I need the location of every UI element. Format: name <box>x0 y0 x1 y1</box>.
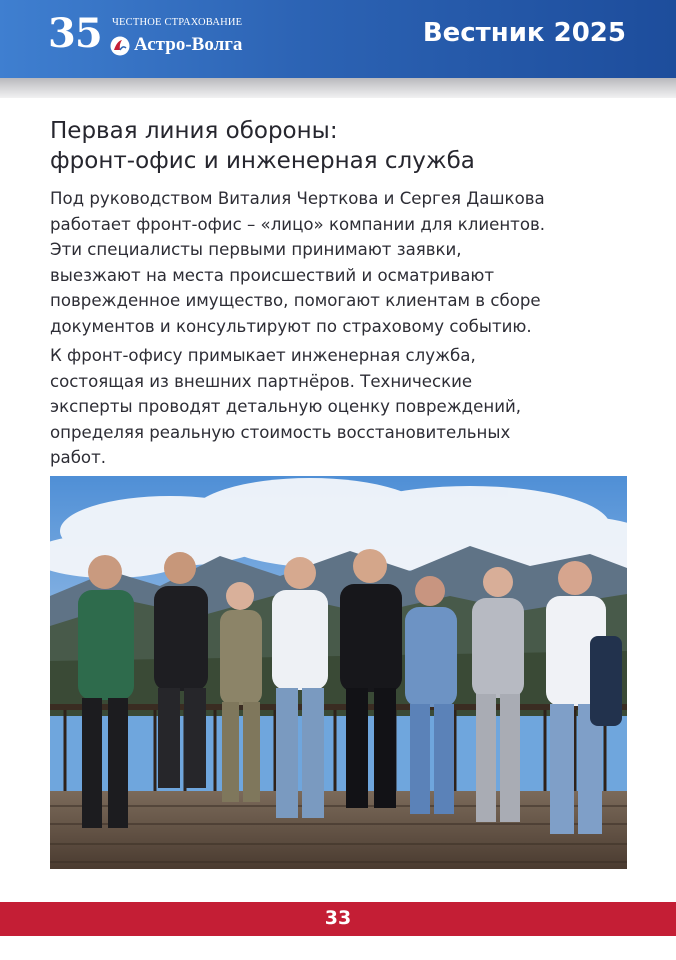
logo-emblem-icon <box>110 36 130 56</box>
page-footer <box>0 902 676 936</box>
text-line: состоящая из внешних партнёров. Технические <box>50 371 473 391</box>
text-line: определяя реальную стоимость восстановительных <box>50 422 511 442</box>
article-paragraph-1 <box>50 186 634 340</box>
text-line: работ. <box>50 448 107 468</box>
text-line: выезжают на места происшествий и осматривают <box>50 265 495 285</box>
text-line: поврежденное имущество, помогают клиентам в сборе <box>50 291 541 311</box>
text-line: работает фронт-офис – «лицо» компании для клиентов. <box>50 214 546 234</box>
text-line: К фронт-офису примыкает инженерная служба, <box>50 346 476 365</box>
text-line: документов и консультируют по страховому событию. <box>50 316 532 336</box>
header-shadow-divider <box>0 78 676 98</box>
company-logo <box>48 10 278 62</box>
heading-line: Первая линия обороны: <box>50 118 338 144</box>
team-photo-illustration <box>50 476 627 869</box>
logo-tagline: ЧЕСТНОЕ СТРАХОВАНИЕ <box>112 17 243 28</box>
text-line: Под руководством Виталия Черткова и Сергея Дашкова <box>50 189 545 208</box>
text-line: Эти специалисты первыми принимают заявки, <box>50 240 462 260</box>
team-photo <box>50 476 627 869</box>
page-header <box>0 0 676 78</box>
article-paragraph-2 <box>50 343 634 471</box>
text-line: эксперты проводят детальную оценку повреждений, <box>50 397 522 417</box>
logo-anniversary-number: 35 <box>48 10 102 57</box>
issue-title: Вестник 2025 <box>422 18 626 48</box>
logo-brand-name: Астро-Волга <box>134 34 243 55</box>
page-number: 33 <box>324 907 352 929</box>
heading-line: фронт-офис и инженерная служба <box>50 148 475 174</box>
article-heading <box>50 116 630 176</box>
